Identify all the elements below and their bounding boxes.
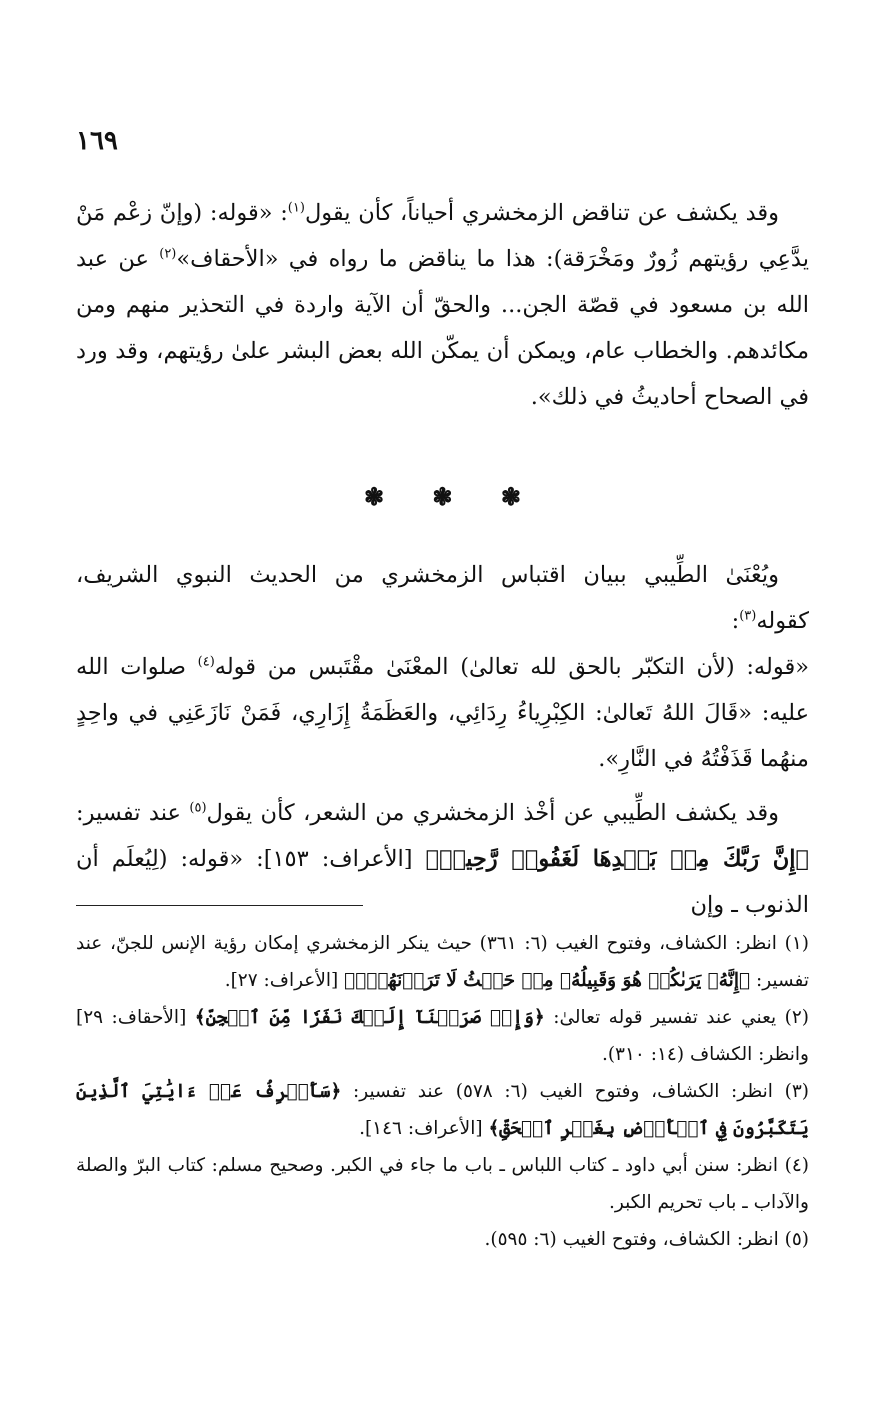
paragraph-text: صلوات الله عليه: «قَالَ اللهُ تَعالىٰ: الكِبْرِياءُ رِدَائِي، والعَظَمَةُ إِزَارِي، فَمَنْ نَازَعَنِي في واحِدٍ منهُما قَذَفْتُهُ في النَّارِ». [76, 654, 809, 772]
paragraph-poetry [76, 790, 809, 928]
footnote-text: [الأعراف: ٢٧]. [224, 970, 345, 991]
footnotes [76, 925, 809, 1258]
footnote-ref[interactable]: (٥) [189, 800, 207, 816]
paragraph-text: عن عبد الله بن مسعود في قصّة الجن... والحقّ أن الآية واردة في التحذير منهم ومن مكائدهم. والخطاب عام، ويمكن أن يمكّن الله بعض البشر علىٰ رؤيتهم، وقد ورد في الصحاح أحاديثُ في ذلك». [76, 246, 809, 410]
footnote-5 [76, 1221, 809, 1258]
footnote-number: (١) [784, 933, 809, 954]
footnote-ref[interactable]: (١) [287, 200, 305, 216]
footnote-text: [الأحقاف: ٢٩] وانظر: الكشاف (١٤: ٣١٠). [76, 1007, 809, 1065]
footnote-text: انظر: الكشاف، وفتوح الغيب (٦: ٣٦١) حيث ينكر الزمخشري إمكان رؤية الإنس للجنّ، عند تفسير: [76, 933, 809, 991]
quran-verse: ﴿وَإِذۡ صَرَفۡنَآ إِلَيۡكَ نَفَرٗا مِّنَ ٱلۡجِنِّ﴾ [194, 1007, 545, 1028]
footnote-1 [76, 925, 809, 999]
paragraph-text: وقد يكشف الطِّيبي عن أخْذ الزمخشري من الشعر، كأن يقول [206, 800, 779, 826]
paragraph-text: [الأعراف: ١٥٣]: «قوله: (لِيُعلَم أن الذنوب ـ وإن [76, 846, 809, 918]
quran-verse: ﴿سَأَصۡرِفُ عَنۡ ءَايَٰتِيَ ٱلَّذِينَ يَتَكَبَّرُونَ فِي ٱلۡأَرۡضِ بِغَيۡرِ ٱلۡحَقِّ﴾ [76, 1081, 809, 1139]
paragraph-zamakhshari-contradiction [76, 190, 809, 420]
paragraph-text: «قوله: (لأن التكبّر بالحق لله تعالىٰ) المعْنَىٰ مقْتَبس من قوله [214, 654, 809, 680]
paragraph-text: وقد يكشف عن تناقض الزمخشري أحياناً، كأن يقول [304, 200, 779, 226]
footnote-number: (٤) [784, 1155, 809, 1176]
footnote-3 [76, 1073, 809, 1147]
footnote-4 [76, 1147, 809, 1221]
quran-verse: ﴿إِنَّ رَبَّكَ مِنۢ بَعۡدِهَا لَغَفُورٞ رَّحِيمٞ﴾ [425, 846, 809, 872]
quran-verse: ﴿إِنَّهُۥ يَرَىٰكُمۡ هُوَ وَقَبِيلُهُۥ مِنۡ حَيۡثُ لَا تَرَوۡنَهُمۡۗ﴾ [344, 970, 751, 991]
footnote-ref[interactable]: (٤) [197, 654, 215, 670]
page-number: ١٦٩ [76, 126, 118, 156]
footnote-text: انظر: الكشاف، وفتوح الغيب (٦: ٥٩٥). [484, 1229, 779, 1250]
paragraph-hadith-quote [76, 644, 809, 782]
section-break-ornament: ❃ ❃ ❃ [363, 482, 522, 511]
footnote-ref[interactable]: (٣) [739, 608, 757, 624]
footnote-divider [76, 905, 363, 906]
paragraph-text: ويُعْنَىٰ الطِّيبي ببيان اقتباس الزمخشري من الحديث النبوي الشريف، كقوله [76, 562, 809, 634]
footnote-text: [الأعراف: ١٤٦]. [359, 1118, 489, 1139]
main-text-top [76, 190, 809, 420]
paragraph-hadith-intro [76, 552, 809, 644]
footnote-number: (٢) [784, 1007, 809, 1028]
footnote-number: (٣) [784, 1081, 809, 1102]
footnote-number: (٥) [784, 1229, 809, 1250]
paragraph-text: : «قوله: (وإنّ زعْم مَنْ يدَّعِي رؤيتهم زُورٌ ومَخْرَقة): هذا ما يناقض ما رواه في «الأحقاف» [76, 200, 809, 272]
paragraph-text: : [731, 608, 740, 634]
footnote-ref[interactable]: (٢) [159, 246, 177, 262]
paragraph-text: عند تفسير: [76, 800, 190, 826]
footnote-text: يعني عند تفسير قوله تعالىٰ: [544, 1007, 777, 1028]
footnote-text: انظر: الكشاف، وفتوح الغيب (٦: ٥٧٨) عند تفسير: [341, 1081, 773, 1102]
footnote-text: انظر: سنن أبي داود ـ كتاب اللباس ـ باب ما جاء في الكبر. وصحيح مسلم: كتاب البرّ والصلة والآداب ـ باب تحريم الكبر. [76, 1155, 809, 1213]
footnote-2 [76, 999, 809, 1073]
main-text-bottom [76, 552, 809, 928]
